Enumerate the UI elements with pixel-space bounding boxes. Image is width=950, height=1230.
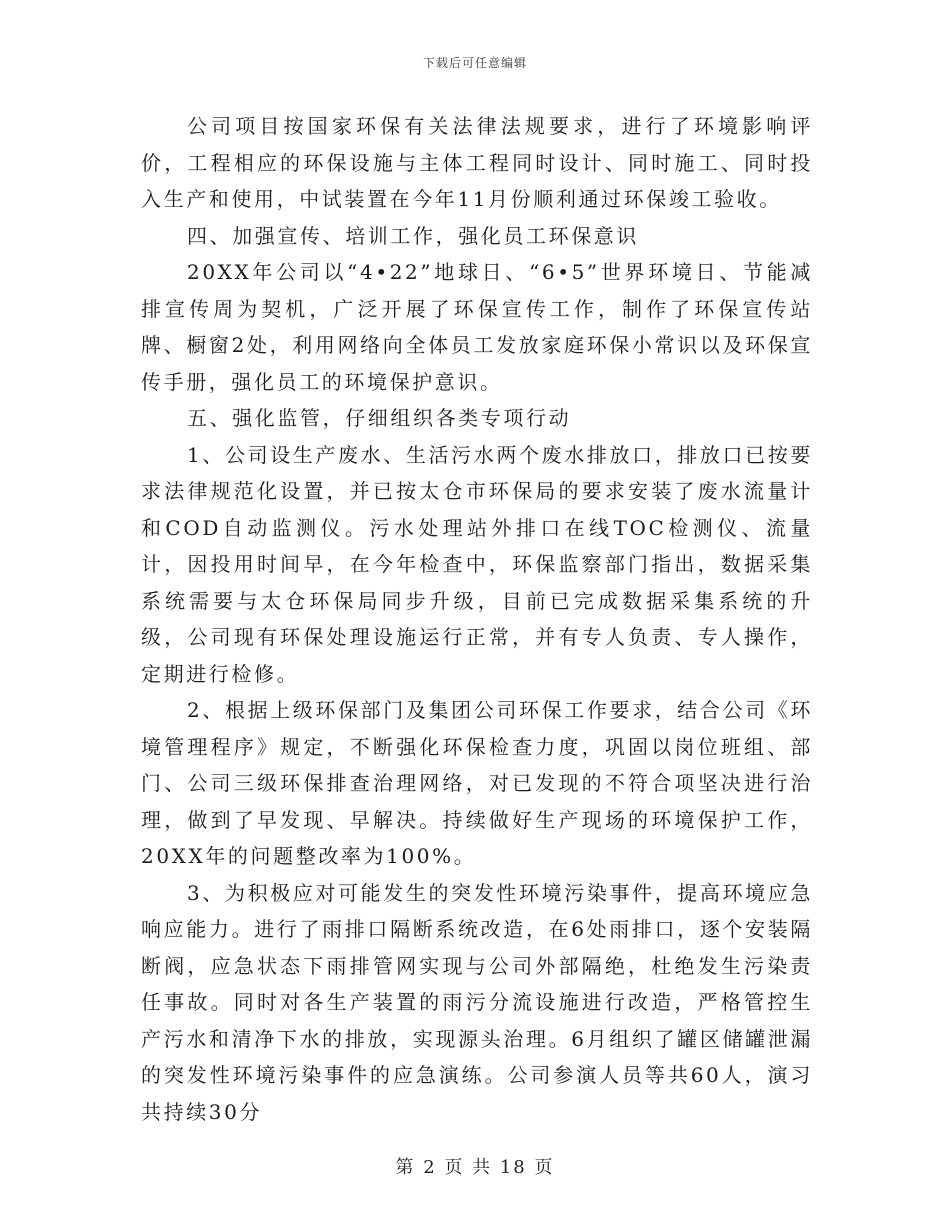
paragraph-intro: 公司项目按国家环保有关法律法规要求，进行了环境影响评价，工程相应的环保设施与主体工程同时设计、同时施工、同时投入生产和使用，中试装置在今年11月份顺利通过环保竣工验收。 <box>141 114 813 211</box>
section-heading-5: 五、强化监管，仔细组织各类专项行动 <box>187 406 572 430</box>
paragraph-item-1: 1、公司设生产废水、生活污水两个废水排放口，排放口已按要求法律规范化设置，并已按太仓市环保局的要求安装了废水流量计和COD自动监测仪。污水处理站外排口在线TOC检测仪、流量计，因投用时间早，在今年检查中，环保监察部门指出，数据采集系统需要与太仓环保局同步升级，目前已完成数据采集系统的升级，公司现有环保处理设施运行正常，并有专人负责、专人操作，定期进行检修。 <box>141 442 813 686</box>
section-heading-4: 四、加强宣传、培训工作，强化员工环保意识 <box>187 223 639 248</box>
paragraph-item-3: 3、为积极应对可能发生的突发性环境污染事件，提高环境应急响应能力。进行了雨排口隔断系统改造，在6处雨排口，逐个安装隔断阀，应急状态下雨排管网实现与公司外部隔绝，杜绝发生污染责任事故。同时对各生产装置的雨污分流设施进行改造，严格管控生产污水和清净下水的排放，实现源头治理。6月组织了罐区储罐泄漏的突发性环境污染事件的应急演练。公司参演人员等共60人，演习共持续30分 <box>141 880 813 1124</box>
paragraph-item-2: 2、根据上级环保部门及集团公司环保工作要求，结合公司《环境管理程序》规定，不断强化环保检查力度，巩固以岗位班组、部门、公司三级环保排查治理网络，对已发现的不符合项坚决进行治理，做到了早发现、早解决。持续做好生产现场的环境保护工作，20XX年的问题整改率为100%。 <box>141 698 813 868</box>
page-number: 第 2 页 共 18 页 <box>395 1157 555 1178</box>
paragraph-publicity: 20XX年公司以“4•22”地球日、“6•5”世界环境日、节能减排宣传周为契机，广泛开展了环保宣传工作，制作了环保宣传站牌、橱窗2处，利用网络向全体员工发放家庭环保小常识以及环保宣传手册，强化员工的环境保护意识。 <box>141 260 813 394</box>
document-body <box>141 108 813 1130</box>
page-header: 下载后可任意编辑 <box>422 56 527 70</box>
